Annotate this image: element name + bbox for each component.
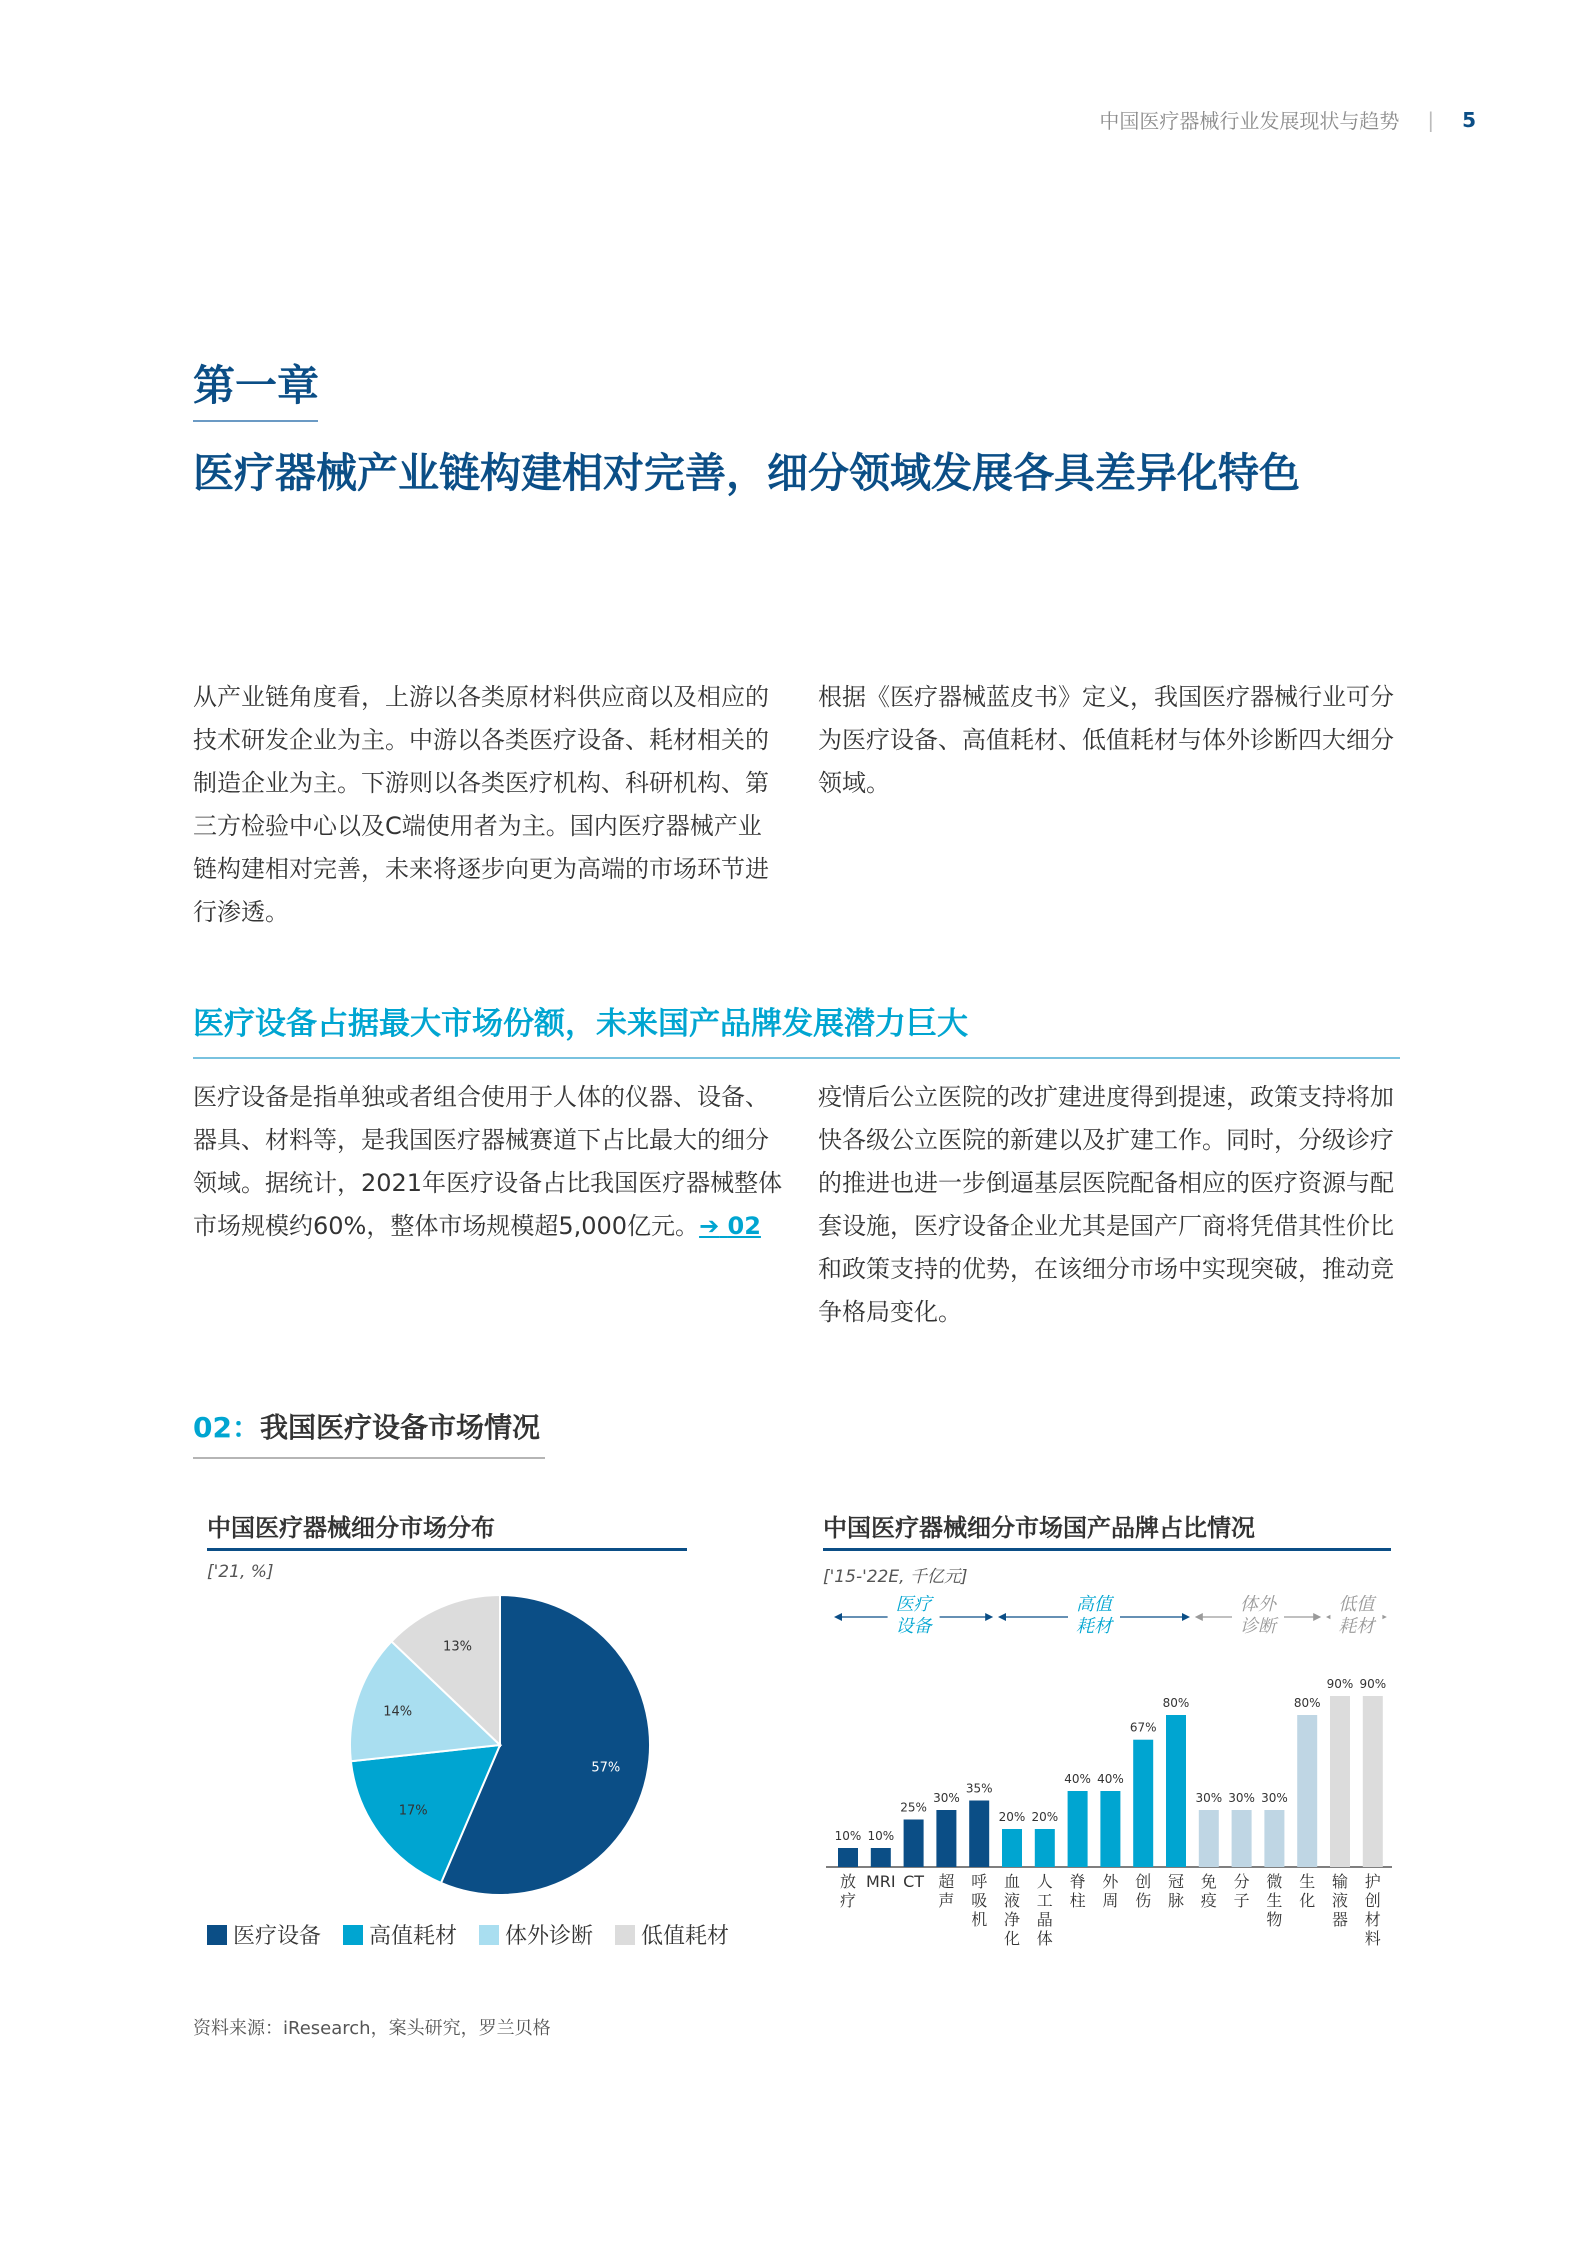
group-label-2: 高值耗材 (1076, 1594, 1112, 1637)
bar-value-label-10: 67% (1129, 1720, 1157, 1735)
bar-2 (871, 1848, 891, 1867)
bar-5 (969, 1801, 989, 1868)
bar-6 (1002, 1829, 1022, 1867)
bar-12 (1199, 1810, 1219, 1867)
bar-value-label-13: 30% (1228, 1791, 1255, 1805)
arrow-right-icon (985, 1613, 993, 1621)
bar-category-label-1: 放疗 (839, 1872, 857, 1910)
chapter-label: 第一章 (193, 361, 320, 410)
bar-category-label-3: CT (903, 1872, 925, 1891)
bar-value-label-2: 10% (867, 1829, 895, 1843)
arrow-right-icon: ➔ (699, 1212, 720, 1240)
legend-item-1 (207, 1919, 321, 1950)
chapter-rule (193, 420, 318, 422)
group-label-3: 体外诊断 (1240, 1594, 1276, 1637)
chapter-headline: 医疗器械产业链构建相对完善，细分领域发展各具差异化特色 (193, 449, 1300, 497)
bar-value-label-4: 30% (933, 1791, 960, 1805)
arrow-left-icon (998, 1613, 1006, 1621)
bar-category-label-8: 脊柱 (1069, 1872, 1086, 1910)
source-note: 资料来源：iResearch，案头研究，罗兰贝格 (193, 2018, 551, 2039)
bar-value-label-15: 80% (1293, 1696, 1321, 1710)
figure-colon: ： (231, 1411, 260, 1444)
intro-right-paragraph: 根据《医疗器械蓝皮书》定义，我国医疗器械行业可分为医疗设备、高值耗材、低值耗材与体外诊断四大细分领域。 (818, 683, 1394, 797)
pie-chart (330, 1585, 670, 1905)
bar-value-label-7: 20% (1031, 1810, 1059, 1824)
bar-17 (1363, 1696, 1383, 1867)
pie-legend (207, 1919, 751, 1950)
bar-chart (820, 1585, 1400, 1975)
figure-rule (193, 1457, 545, 1459)
bar-category-label-10: 创伤 (1135, 1872, 1152, 1910)
legend-item-3 (479, 1919, 593, 1950)
pie-chart-rule (207, 1548, 687, 1551)
figure-title (193, 1406, 540, 1446)
header-separator: | (1427, 107, 1435, 132)
bar-value-label-1: 10% (834, 1829, 862, 1843)
bar-15 (1297, 1715, 1317, 1867)
section-right-paragraph: 疫情后公立医院的改扩建进度得到提速，政策支持将加快各级公立医院的新建以及扩建工作。同时，分级诊疗的推进也进一步倒逼基层医院配备相应的医疗资源与配套设施，医疗设备企业尤其是国产厂商将凭借其性价比和政策支持的优势，在该细分市场中实现突破，推动竞争格局变化。 (818, 1083, 1394, 1326)
pie-slice-label-3: 14% (383, 1704, 413, 1720)
bar-10 (1133, 1740, 1153, 1867)
bar-category-label-6: 血液净化 (1003, 1872, 1021, 1948)
pie-slice-label-4: 13% (443, 1639, 472, 1655)
bar-7 (1035, 1829, 1055, 1867)
legend-label: 体外诊断 (505, 1924, 594, 1949)
bar-9 (1100, 1791, 1120, 1867)
bar-value-label-14: 30% (1261, 1791, 1288, 1805)
bar-category-label-13: 分子 (1233, 1872, 1250, 1910)
pie-slice-label-2: 17% (398, 1803, 428, 1819)
legend-item-4 (615, 1919, 729, 1950)
bar-8 (1068, 1791, 1088, 1867)
figure-number: 02 (193, 1411, 232, 1444)
legend-item-2 (343, 1919, 457, 1950)
bar-value-label-3: 25% (900, 1800, 927, 1815)
legend-swatch (207, 1925, 227, 1945)
bar-value-label-17: 90% (1359, 1677, 1387, 1691)
section-left-text: 医疗设备是指单独或者组合使用于人体的仪器、设备、器具、材料等，是我国医疗器械赛道下占比最大的细分领域。据统计，2021年医疗设备占比我国医疗器械整体市场规模约60%，整体市场规模超5,000亿元。 (193, 1083, 783, 1240)
pie-slice-label-1: 57% (591, 1760, 621, 1776)
legend-swatch (615, 1925, 635, 1945)
pie-chart-unit: ['21, %] (207, 1562, 274, 1582)
report-title: 中国医疗器械行业发展现状与趋势 (1099, 109, 1400, 133)
legend-swatch (343, 1925, 363, 1945)
bar-value-label-9: 40% (1097, 1772, 1124, 1786)
section-rule (193, 1057, 1400, 1059)
bar-11 (1166, 1715, 1186, 1867)
arrow-left-icon (1195, 1613, 1203, 1621)
bar-value-label-16: 90% (1326, 1677, 1354, 1691)
intro-left-paragraph: 从产业链角度看，上游以各类原材料供应商以及相应的技术研发企业为主。中游以各类医疗设备、耗材相关的制造企业为主。下游则以各类医疗机构、科研机构、第三方检验中心以及C端使用者为主。国内医疗器械产业链构建相对完善，未来将逐步向更为高端的市场环节进行渗透。 (193, 683, 769, 926)
legend-swatch (479, 1925, 499, 1945)
bar-value-label-11: 80% (1162, 1696, 1190, 1710)
group-label-1: 医疗设备 (895, 1594, 932, 1637)
bar-category-label-9: 外周 (1102, 1872, 1119, 1910)
bar-value-label-5: 35% (965, 1781, 993, 1796)
figure-reference-label: 02 (727, 1212, 761, 1240)
bar-category-label-5: 呼吸机 (971, 1872, 988, 1929)
group-label-4: 低值耗材 (1338, 1594, 1375, 1637)
arrow-right-icon (1182, 1613, 1190, 1621)
bar-category-label-14: 微生物 (1266, 1872, 1283, 1929)
legend-label: 医疗设备 (233, 1924, 322, 1949)
figure-reference-link[interactable] (699, 1212, 761, 1240)
bar-category-label-11: 冠脉 (1167, 1872, 1185, 1910)
bar-14 (1264, 1810, 1284, 1867)
arrow-left-icon (834, 1613, 842, 1621)
bar-16 (1330, 1696, 1350, 1867)
legend-label: 高值耗材 (369, 1924, 458, 1949)
bar-category-label-17: 护创材料 (1364, 1872, 1381, 1948)
bar-category-label-12: 免疫 (1200, 1872, 1217, 1910)
page-number: 5 (1462, 107, 1476, 132)
bar-value-label-12: 30% (1195, 1791, 1223, 1805)
bar-4 (936, 1810, 956, 1867)
section-title: 医疗设备占据最大市场份额，未来国产品牌发展潜力巨大 (193, 1006, 968, 1042)
bar-category-label-7: 人工晶体 (1036, 1872, 1053, 1948)
bar-value-label-8: 40% (1064, 1772, 1091, 1786)
bar-chart-rule (823, 1548, 1391, 1551)
bar-category-label-15: 生化 (1299, 1872, 1316, 1910)
bar-13 (1232, 1810, 1252, 1867)
pie-chart-title: 中国医疗器械细分市场分布 (207, 1514, 495, 1542)
arrow-right-icon (1313, 1613, 1321, 1621)
section-left-paragraph (193, 1076, 783, 1248)
bar-value-label-6: 20% (998, 1810, 1026, 1824)
legend-label: 低值耗材 (641, 1924, 730, 1949)
bar-1 (838, 1848, 858, 1867)
running-header (1099, 105, 1476, 134)
figure-title-text: 我国医疗设备市场情况 (259, 1411, 540, 1444)
bar-category-label-16: 输液器 (1331, 1872, 1349, 1929)
bar-category-label-4: 超声 (938, 1872, 955, 1910)
bar-chart-unit: ['15-'22E, 千亿元] (823, 1567, 968, 1587)
bar-3 (904, 1820, 924, 1868)
bar-category-label-2: MRI (865, 1872, 896, 1891)
bar-chart-title: 中国医疗器械细分市场国产品牌占比情况 (823, 1514, 1255, 1542)
